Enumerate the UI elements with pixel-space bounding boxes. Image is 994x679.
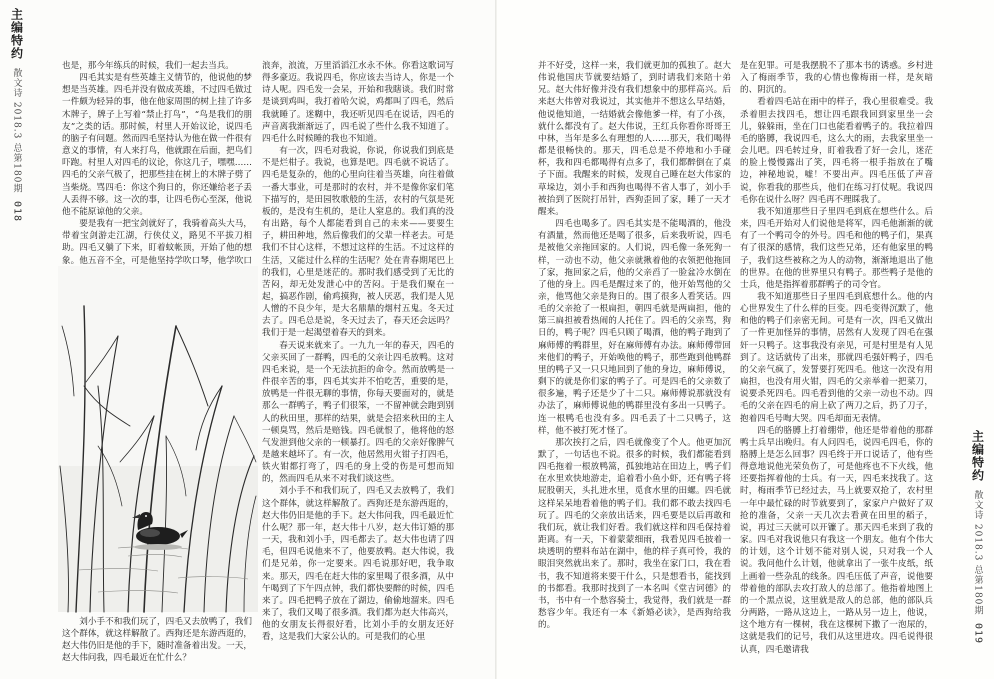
page-number: 018 xyxy=(11,201,23,223)
section-tag: 主编特约 xyxy=(970,430,985,482)
reed-duck-illustration xyxy=(58,266,258,612)
paragraph: 有一次，四毛对我说，你说，你说我们到底是不是烂柑子。我说，也算是吧。四毛就不说话了。四毛是复杂的，他的心里向往着当英雄，向往着做一番大事业，可是那时的农村，并不是像你家们笔下描写的，是田园牧歌般的生活，农村的气氛是死板的，是没有生机的，是让人窒息的。我们真的没有出路，每个人都能看到自己的未来——要要生子，耕田种地，然后像我们的父辈一样老去。可是我们不甘心这样，不想过这样的生活。不过这样的生活，又能过什么样的生活呢？处在青春期尾巴上的我们，心里是迷茫的。那时我们感受到了无比的苦闷，却无处发泄心中的苦闷。于是我们聚在一起，搞恶作剧，偷鸡摸狗，被人厌恶，我们是人见人憎的不良少年，是大名鼎鼎的烟村五鬼。冬天过去了。四毛总是说，冬天过去了，春天还会远吗？我们于是一起渴望着春天的到来。 xyxy=(262,146,454,339)
paragraph: 四毛也喝多了。四毛其实是不能喝酒的，他没有酒量，然而他还是喝了很多，后来我听说，四毛是被他父亲拖回家的。人们说，四毛像一条死狗一样，一动也不动，他父亲就揪着他的衣领把他拖回了家，拖回家之后，他的父亲舀了一脸盆冷水倒在了他的身上。四毛是醒过来了的，他开始骂他的父亲，他骂他父亲是狗日的。围了很多人看笑话。四毛的父亲抢了一根扁担，朝四毛就是两扁担，他的第三扁担被看热闹的人托住了。四毛的父亲骂，狗日的，鸭子呢？四毛只顾了喝酒，他的鸭子跑到了麻师傅的鸭群里，好在麻师傅有办法。麻师傅带回来他们的鸭子，开始唤他的鸭子，那些跑到他鸭群里的鸭子又一只只地回到了他的身边，麻师傅说，剩下的就是你们家的鸭子了。可是四毛的父亲数了很多遍，鸭子还是少了十二只。麻师傅说那就没有办法了，麻师傅说他的鸭群里没有多出一只鸭子。连一根鸭毛也没有多。四毛丢了十二只鸭子，这样，他不被打死才怪了。 xyxy=(538,219,731,436)
illustration-graphic xyxy=(58,266,258,612)
paragraph: 我不知道那些日子里四毛到底在想些什么。后来，四毛开始对人们说他是将军，四毛他渐渐的就有了一个鸭司令的外号。四毛和他的鸭子们，果真有了很深的感情，我们这些兄弟，还有他家里的鸭子，我们这些被称之为人的动物，渐渐地退出了他的世界。在他的世界里只有鸭子。那些鸭子是他的士兵，他是指挥着那群鸭子的司令官。 xyxy=(740,206,933,290)
paragraph: 四毛其实是有些英雄主义情节的，他说他的梦想是当英雄。四毛并没有做成英雄，不过四毛做过一件颇为轻异的事，他在他家周围的树上挂了许多木牌子，牌子上写着“禁止打鸟”，“鸟是我们的朋友”之类的话。那时候，村里人开始议论，说四毛的脑子有问题。然而四毛坚持认为他在做一件很有意义的事情，有人来打鸟，他就跟在后面，把鸟们吓跑。村里人对四毛的议论，你这几子，嘿嘿……四毛的父亲气极了，把那些挂在树上的木牌子劈了当柴烧。骂四毛：你这个狗日的，你还嫌给老子丢人丢得不够。这一次的事，让四毛伤心至深，他说他不能原谅他的父亲。 xyxy=(62,73,252,217)
paragraph: 是在犯罪。可是我摆脱不了那本书的诱惑。乡村进入了梅雨季节，我的心情也像梅雨一样，是灰暗的、阴沉的。 xyxy=(740,61,933,96)
right-column-2 xyxy=(740,60,933,674)
right-running-head xyxy=(965,430,991,644)
paragraph: 春天说来就来了。一九九一年的春天，四毛的父亲买回了一群鸭，四毛的父亲让四毛放鸭。这对四毛来说，是一个无法抗拒的命令。然而放鸭是一件很辛苦的事，四毛其实并不怕吃苦，重要的是，放鸭是一件很无聊的事情，你每天要面对的，就是那么一群鸭子，鸭子们很笨，一不留神就会跑到别人的秋田里，那样的结果，就是会招来秋田的主人一顿臭骂，然后是赔钱。四毛就恨了，他将他的怒气发泄到他父亲的一顿暴打。四毛的父亲好像脾气是越来越坏了。有一次，他居然用火钳子打四毛，铁火钳都打弯了，四毛的身上受的伤是可想而知的，然而四毛从来不对我们谈这些。 xyxy=(262,340,454,485)
paragraph: 刘小手不和我们玩了，四毛又去放鸭了，我们这个群体，就这样解散了。西狗还是东游西逛的，赵大伟仍旧是他的手下，随时准备着出发。一天，赵大伟问我，四毛最近在忙什么？ xyxy=(62,617,252,664)
paragraph: 也是，那今年练兵的时候，我们一起去当兵。 xyxy=(62,61,234,71)
right-column-1 xyxy=(538,60,731,674)
paragraph: 并不好受，这样一来，我们就更加的孤独了。赵大伟说他国庆节就要结婚了，到时请我们来陪十弟兄。赵大伟好像并没有我们想象中的那样高兴。后来赵大伟曾对我说过，其实他并不想这么早结婚，他说他知道，一结婚就会像他爹一样，有了小孩，就什么都没有了。赵大伟说，王红兵你看你哥哥王中林，当年是多么有理想的人……那天，我们喝得都是很畅快的。那天，四毛总是不停地和小手碰杯，我和四毛都喝得有点多了，我们都醉倒在了桌子下面。我醒来的时候，发现自己睡在赵大伟家的草垛边，刘小手和西狗也喝得不省人事了，刘小手被抬到了医院打吊针，西狗歪回了家，睡了一天才醒来。 xyxy=(538,61,731,217)
magazine-issue: 散文诗 2018.3 总第180期 xyxy=(972,490,983,616)
left-column-1-top xyxy=(62,60,252,268)
magazine-issue: 散文诗 2018.3 总第180期 xyxy=(11,68,22,194)
right-page xyxy=(497,0,994,679)
left-column-1-bottom xyxy=(62,616,252,672)
page-number: 019 xyxy=(972,623,984,645)
paragraph: 刘小手不和我们玩了，四毛又去放鸭了，我们这个群体，就这样解散了。西狗还是东游西逛的，赵大伟仍旧是他的手下。赵大伟问我，四毛最近忙什么呢？那一年，赵大伟十八岁，赵大伟订婚的那一天，我和刘小手，四毛都去了。赵大伟也请了四毛，但四毛说他来不了，他要放鸭。赵大伟说，我们是兄弟，你一定要来。四毛说那好吧，我争取来。那天，四毛在赶大伟的家里喝了很多酒，从中午喝到了下午四点钟，我们都快要醉的时候，四毛来了。四毛把鸭子放在了湖边，偷偷地溜来。四毛来了，我们又喝了很多酒。我们都为赵大伟高兴，他的女朋友长得很好看，比刘小手的女朋友还好看，这是我们大家公认的。可是我们的心里 xyxy=(262,486,454,643)
left-running-head xyxy=(4,8,30,222)
paragraph: 我不知道那些日子里四毛到底想什么。他的内心世界发生了什么样的巨变。四毛变得沉默了，他和他的鸭子们亲密无间。可是有一次，四毛又做出了一件更加怪异的事情，居然有人发现了四毛在强奸一只鸭子。这事我没有亲见，可是村里是有人见到了。这话就传了出来，那就四毛强奸鸭子，四毛的父亲气疯了，发誓要打死四毛。他这一次没有用扁担，也没有用火钳，四毛的父亲举着一把菜刀，说要杀死四毛。四毛看到他的父亲一动也不动。四毛的父亲在四毛的肩上砍了两刀之后，扔了刀子，抱着四毛号啕大哭。四毛却面无表情。 xyxy=(740,291,933,424)
section-tag: 主编特约 xyxy=(9,8,24,60)
paragraph: 那次挨打之后，四毛就像变了个人。他更加沉默了，一句话也不说。很多的时候，我们都能看到四毛拖着一根放鸭篙，孤独地站在田边上，鸭子们在水里欢快地游走，追着看小鱼小虾，还有鸭子将屁股朝天，头扎进水里，觅食水里的田螺。四毛就这样呆呆地看着他的鸭子们。我们都不敢去找四毛玩了。四毛的父亲放出话来，四毛要是以后再敢和我们玩，就让我们好看。我们就这样和四毛保持着距离。有一天，下着蒙蒙细雨，我看见四毛披着一块透明的塑料布站在湖中，他的样子真可怜，我的眼泪突然就出来了。那时，我坐在家门口，我在看书，我不知道将来要干什么，只是想看书，能找到的书都看。我那时找到了一本名叫《堂吉诃德》的书，书中有一个愁容骑士，我觉得，我们就是一群愁容少年。我还有一本《新婚必读》，是西狗给我的。 xyxy=(538,437,731,631)
left-column-2 xyxy=(262,60,454,674)
paragraph: 看着四毛站在雨中的样子，我心里很难受。我杀着胆去找四毛，想让四毛跟我回到家里坐一会儿，躲躲雨，坐在门口也能看着鸭子的。我拉着四毛的胳膊，我说四毛，这么大的雨，去我家里坐一会儿吧。四毛转过身，盯着我看了好一会儿，迷茫的脸上慢慢露出了笑，四毛将一根手指放在了嘴边，神秘地说，嘘！不要出声。四毛压低了声音说，你看我的那些兵，他们在练习打仗呢。我说四毛你在说什么呀？四毛再不理睬我了。 xyxy=(740,97,933,205)
paragraph: 四毛的胳膊上打着绷带，他还是带着他的那群鸭士兵早出晚归。有人问四毛，说四毛四毛，你的胳膊上是怎么回事？四毛终于开口说话了，他有些得意地说他光荣负伤了，可是他疼也不下火线，他还要指挥着他的士兵。有一天，四毛来找我了。这时，梅雨季节已经过去，马上就要双抢了，农村里一年中最忙碌的时节就要到了，家家户户做好了双抢的准备，父亲一天几次去看黄在田里的稻子，说，再过三天就可以开镰了。那天四毛来到了我的家。四毛对我说他只有我这一个朋友。他有个伟大的计划，这个计划不能对别人说，只对我一个人说。我问他什么计划，他就拿出了一张牛皮纸，纸上画着一些杂乱的线条。四毛压低了声音，说他要带着他的部队去攻打敌人的总部了。他指着地图上的一个黑点说，这里就是敌人的总部，他的部队兵分两路，一路从这边上，一路从另一边上，他说，这个地方有一棵树，我在这棵树下撒了一泡尿的，这就是我们的记号，我们从这里进攻。四毛说得很认真，四毛邀请我 xyxy=(740,425,933,655)
paragraph: 要是我有一把宝剑就好了，我骑着高头大马，带着宝剑游走江湖，行侠仗义，路见不平拔刀相助。四毛又躺了下来，盯着蚊帐顶，开始了他的想象。他五音不全，可是他坚持学吹口琴，他学吹口 xyxy=(62,219,252,266)
paragraph: 浪奔，浪流，万里滔滔江水永不休。你看这歌词写得多豪迈。我说四毛，你应该去当诗人，你是一个诗人呢。四毛发一会呆，开始和我瞎谈。我们时常是谈到鸡叫，我打着哈欠说，鸡都叫了四毛，然后我就睡了。迷糊中，我还听见四毛在说话，四毛的声音离我渐渐远了，四毛说了些什么我不知道了。四毛什么时候睡的我也不知道。 xyxy=(262,61,454,144)
